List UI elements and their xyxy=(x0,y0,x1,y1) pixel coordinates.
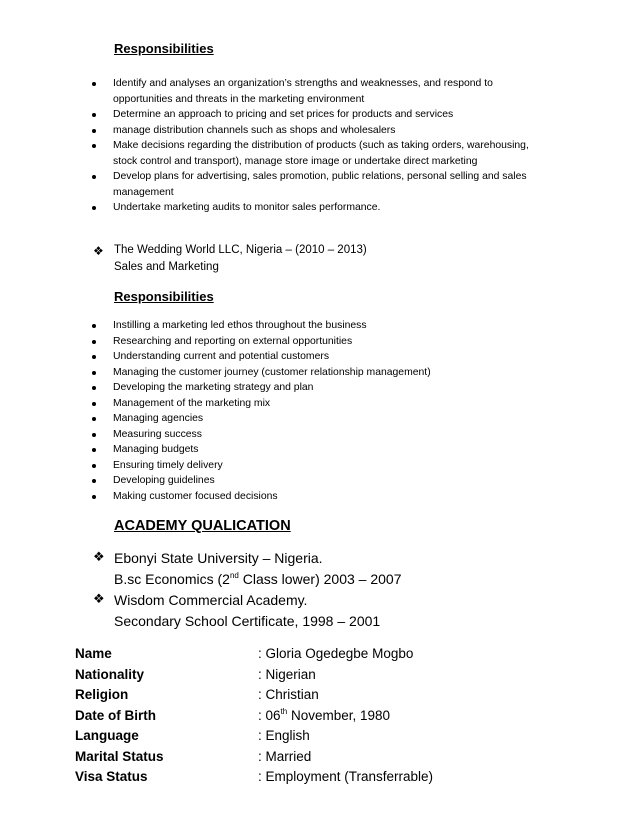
list-item: Undertake marketing audits to monitor sales performance. xyxy=(0,200,553,216)
info-label: Nationality xyxy=(75,666,145,682)
list-item: Managing the customer journey (customer relationship management) xyxy=(0,365,553,381)
list-item: Make decisions regarding the distribution of products (such as taking orders, warehousing, stock control and transport), manage store image or undertake direct marketing xyxy=(0,138,553,169)
info-label: Name xyxy=(75,646,112,661)
bullet-icon xyxy=(92,144,96,148)
list-item: Determine an approach to pricing and set prices for products and services xyxy=(0,107,553,123)
bullet-icon xyxy=(92,402,96,406)
list-item: manage distribution channels such as shops and wholesalers xyxy=(0,123,553,139)
bullet-icon xyxy=(92,371,96,375)
info-value: : English xyxy=(258,728,310,743)
info-row-nationality xyxy=(75,667,575,688)
info-value: : Christian xyxy=(258,687,319,702)
list-item: Making customer focused decisions xyxy=(0,489,553,505)
list-item: Measuring success xyxy=(0,427,553,443)
job-role: Sales and Marketing xyxy=(114,261,219,273)
bullet-icon xyxy=(92,417,96,421)
list-item: Developing guidelines xyxy=(0,473,553,489)
bullet-icon xyxy=(92,206,96,210)
info-row-marital xyxy=(75,749,575,770)
info-row-name xyxy=(75,646,575,667)
info-value: : Employment (Transferrable) xyxy=(258,769,434,784)
info-value: : 06th November, 1980 xyxy=(258,706,391,723)
list-item: Developing the marketing strategy and plan xyxy=(0,380,553,396)
responsibilities-list-2 xyxy=(0,318,553,504)
responsibilities-heading-1: Responsibilities xyxy=(114,41,214,56)
list-item: Ensuring timely delivery xyxy=(0,458,553,474)
responsibilities-list-1 xyxy=(0,76,553,216)
info-label: Language xyxy=(75,728,139,743)
bullet-icon xyxy=(92,495,96,499)
list-item: Managing budgets xyxy=(0,442,553,458)
bullet-icon xyxy=(92,82,96,86)
list-item: Instilling a marketing led ethos throughout the business xyxy=(0,318,553,334)
list-item: Management of the marketing mix xyxy=(0,396,553,412)
list-item: Managing agencies xyxy=(0,411,553,427)
personal-info xyxy=(75,646,575,790)
diamond-bullet-icon: ❖ xyxy=(93,550,105,565)
bullet-icon xyxy=(92,355,96,359)
bullet-icon xyxy=(92,386,96,390)
info-label: Marital Status xyxy=(75,748,164,764)
bullet-icon xyxy=(92,433,96,437)
job-company: The Wedding World LLC, Nigeria – (2010 – 2013) xyxy=(114,244,367,256)
bullet-icon xyxy=(92,324,96,328)
responsibilities-heading-2: Responsibilities xyxy=(114,289,214,304)
info-row-religion xyxy=(75,687,575,708)
academy-heading: ACADEMY QUALICATION xyxy=(114,518,291,534)
bullet-icon xyxy=(92,129,96,133)
info-row-visa xyxy=(75,769,575,790)
bullet-icon xyxy=(92,448,96,452)
diamond-bullet-icon: ❖ xyxy=(93,592,105,607)
list-item: Understanding current and potential customers xyxy=(0,349,553,365)
list-item: Develop plans for advertising, sales promotion, public relations, personal selling and sales management xyxy=(0,169,553,200)
info-value: : Married xyxy=(258,748,312,764)
list-item: Identify and analyses an organization’s strengths and weaknesses, and respond to opportunities and threats in the marketing environment xyxy=(0,76,553,107)
info-label: Date of Birth xyxy=(75,707,156,723)
diamond-bullet-icon: ❖ xyxy=(93,244,104,258)
education-detail: Secondary School Certificate, 1998 – 2001 xyxy=(114,613,381,629)
bullet-icon xyxy=(92,464,96,468)
info-label: Visa Status xyxy=(75,769,148,784)
bullet-icon xyxy=(92,340,96,344)
info-value: : Gloria Ogedegbe Mogbo xyxy=(258,646,414,661)
info-label: Religion xyxy=(75,687,129,702)
bullet-icon xyxy=(92,175,96,179)
info-row-dob xyxy=(75,708,575,729)
education-detail: B.sc Economics (2nd Class lower) 2003 – 2007 xyxy=(114,571,402,587)
education-institution: Wisdom Commercial Academy. xyxy=(114,592,308,608)
list-item: Researching and reporting on external opportunities xyxy=(0,334,553,350)
education-institution: Ebonyi State University – Nigeria. xyxy=(114,550,323,566)
info-value: : Nigerian xyxy=(258,666,316,682)
bullet-icon xyxy=(92,479,96,483)
bullet-icon xyxy=(92,113,96,117)
info-row-language xyxy=(75,728,575,749)
